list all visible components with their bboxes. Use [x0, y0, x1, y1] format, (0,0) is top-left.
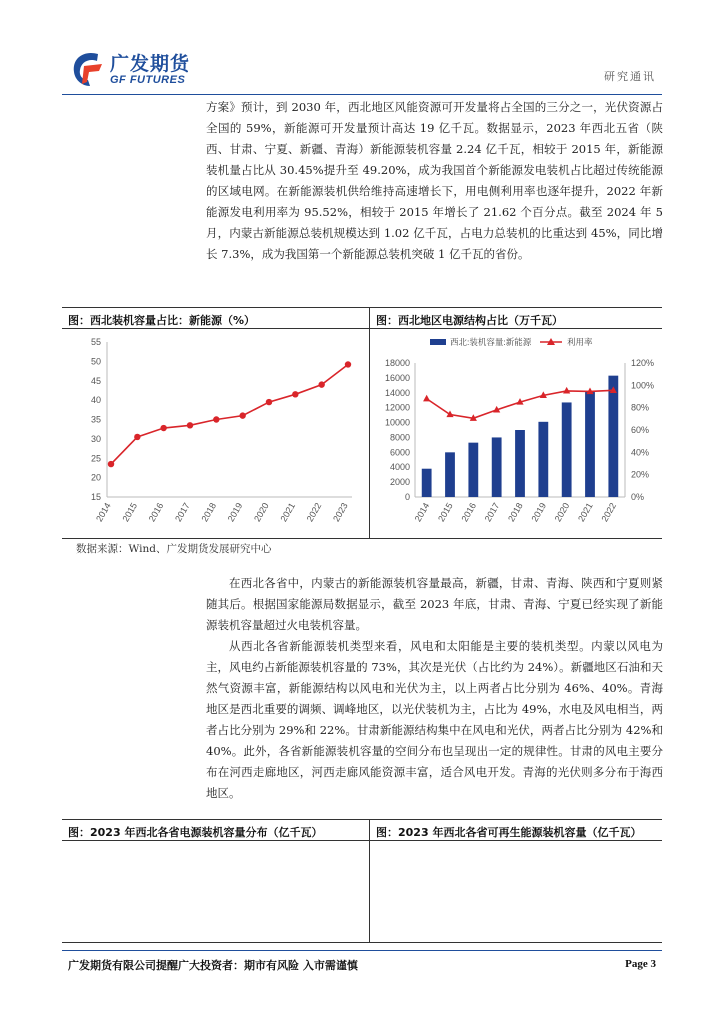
analysis-paragraph-2: 从西北各省新能源装机类型来看，风电和太阳能是主要的装机类型。内蒙以风电为主，风电约占新能源装机容量的 73%，其次是光伏（占比约为 24%）。新疆地区石油和天然气资源丰富，新能源结构以风电和光伏为主，以上两者占比分别为 46%、40%。青海地区是西北重要的调频、调峰地区，以光伏装机为主，占比为 49%，水电及风电相当，两者占比分别为 29%和 22%。甘肃新能源结构集中在风电和光伏，两者占比分别为 42%和 40%。此外，各省新能源装机容量的空间分布也呈现出一定的规律性。甘肃的风电主要分布在河西走廊地区，河西走廊风能资源丰富，适合风电开发。青海的光伏则多分布于海西地区。 — [206, 639, 663, 800]
bar — [492, 437, 502, 497]
x-tick-label: 2014 — [94, 501, 113, 524]
right-y-tick-label: 120% — [631, 358, 655, 368]
left-y-tick-label: 14000 — [384, 387, 410, 398]
data-source: 数据来源：Wind、广发期货发展研究中心 — [76, 543, 272, 555]
y-tick-label: 25 — [90, 453, 101, 464]
left-y-tick-label: 0 — [404, 492, 410, 502]
legend-bar-label: 西北:装机容量:新能源 — [450, 337, 532, 347]
x-tick-label: 2015 — [120, 501, 140, 524]
x-tick-label: 2022 — [304, 501, 324, 524]
figure-2-title: 图：西北地区电源结构占比（万千瓦） — [376, 314, 563, 327]
series-line — [111, 364, 348, 464]
data-point — [345, 361, 351, 367]
bar — [608, 376, 618, 497]
x-tick-label: 2020 — [552, 501, 572, 524]
data-point — [134, 434, 140, 440]
data-point — [239, 412, 245, 418]
right-y-tick-label: 60% — [631, 425, 650, 435]
x-tick-label: 2017 — [173, 501, 192, 524]
y-tick-label: 50 — [90, 356, 101, 367]
x-tick-label: 2018 — [199, 501, 219, 524]
logo-text-cn: 广发期货 — [110, 53, 191, 75]
bar — [562, 402, 572, 497]
intro-text — [206, 97, 663, 265]
left-y-tick-label: 8000 — [389, 432, 410, 443]
y-tick-label: 20 — [90, 472, 101, 483]
left-y-tick-label: 12000 — [384, 402, 410, 413]
left-y-tick-label: 2000 — [389, 477, 410, 488]
chart-power-structure — [370, 330, 662, 535]
data-point — [292, 391, 298, 397]
report-type-label: 研究通讯 — [604, 70, 656, 83]
logo-text-en: GF FUTURES — [110, 74, 186, 86]
data-point — [160, 425, 166, 431]
x-tick-label: 2019 — [529, 501, 549, 524]
x-tick-label: 2019 — [225, 501, 245, 524]
page-number: Page 3 — [625, 958, 656, 970]
figure-separator-2 — [369, 819, 370, 942]
footer-divider — [62, 950, 662, 951]
utilization-point — [446, 410, 453, 417]
x-tick-label: 2021 — [278, 501, 298, 524]
y-tick-label: 30 — [90, 433, 101, 444]
data-point — [318, 381, 324, 387]
intro-paragraph: 方案》预计，到 2030 年，西北地区风能资源可开发量将占全国的三分之一，光伏资源占全国的 59%，新能源可开发量预计高达 19 亿千瓦。数据显示，2023 年西北五省（陕西、甘肃、宁夏、新疆、青海）新能源装机容量 2.24 亿千瓦，相较于 2015 年，新能源装机量占比从 30.45%提升至 49.20%，成为我国首个新能源发电装机占比超过传统能源的区域电网。在新能源装机供给维持高速增长下，用电侧利用率也逐年提升，2022 年新能源发电利用率为 95.52%，相较于 2015 年增长了 21.62 个百分点。截至 2024 年 5 月，内蒙古新能源总装机规模达到 1.02 亿千瓦，占电力总装机的比重达到 45%，同比增长 7.3%，成为我国第一个新能源总装机突破 1 亿千瓦的省份。 — [206, 100, 663, 261]
x-tick-label: 2020 — [252, 501, 271, 524]
figure-3-title: 图：2023 年西北各省电源装机容量分布（亿千瓦） — [68, 826, 323, 839]
left-y-tick-label: 6000 — [389, 447, 410, 458]
analysis-paragraph-1: 在西北各省中，内蒙古的新能源装机容量最高，新疆，甘肃、青海、陕西和宁夏则紧随其后。根据国家能源局数据显示，截至 2023 年底，甘肃、青海、宁夏已经实现了新能源装机容量超过火电装机容量。 — [206, 576, 663, 632]
bar — [585, 392, 595, 497]
header-divider — [62, 94, 662, 95]
x-tick-label: 2022 — [599, 501, 619, 524]
data-point — [108, 461, 114, 467]
bar — [468, 443, 478, 497]
chart-newenergy-share — [62, 330, 368, 535]
y-tick-label: 55 — [90, 337, 101, 347]
x-tick-label: 2021 — [576, 501, 595, 524]
figure-title-rule-2 — [62, 840, 662, 841]
left-y-tick-label: 10000 — [384, 417, 410, 428]
y-tick-label: 45 — [90, 375, 101, 386]
x-tick-label: 2023 — [331, 501, 350, 524]
x-tick-label: 2018 — [506, 501, 525, 524]
left-y-tick-label: 4000 — [389, 462, 410, 473]
y-tick-label: 35 — [90, 414, 101, 425]
data-point — [266, 399, 272, 405]
y-tick-label: 15 — [90, 492, 101, 502]
figure-1-title: 图：西北装机容量占比：新能源（%） — [68, 314, 256, 327]
right-y-tick-label: 100% — [631, 380, 655, 391]
figure-4-title: 图：2023 年西北各省可再生能源装机容量（亿千瓦） — [376, 826, 642, 839]
right-y-tick-label: 80% — [631, 402, 650, 413]
left-y-tick-label: 16000 — [384, 372, 410, 383]
x-tick-label: 2017 — [482, 501, 502, 524]
legend-bar-swatch — [430, 339, 446, 345]
x-tick-label: 2014 — [412, 501, 432, 524]
gf-logo-icon — [68, 50, 106, 88]
left-y-tick-label: 18000 — [384, 358, 410, 368]
bar — [515, 430, 525, 497]
x-tick-label: 2016 — [459, 501, 479, 524]
bar — [445, 452, 455, 497]
utilization-point — [423, 395, 430, 402]
right-y-tick-label: 20% — [631, 469, 650, 480]
right-y-tick-label: 40% — [631, 447, 650, 458]
y-tick-label: 40 — [90, 395, 101, 406]
data-point — [213, 416, 219, 422]
legend-line-label: 利用率 — [567, 337, 593, 347]
bar — [538, 422, 548, 497]
x-tick-label: 2016 — [146, 501, 166, 524]
right-y-tick-label: 0% — [631, 492, 645, 502]
data-point — [187, 422, 193, 428]
x-tick-label: 2015 — [436, 501, 455, 524]
figure-title-rule — [62, 328, 662, 329]
analysis-text — [206, 573, 663, 804]
risk-notice: 广发期货有限公司提醒广大投资者：期市有风险 入市需谨慎 — [68, 959, 358, 972]
bar — [422, 469, 432, 497]
